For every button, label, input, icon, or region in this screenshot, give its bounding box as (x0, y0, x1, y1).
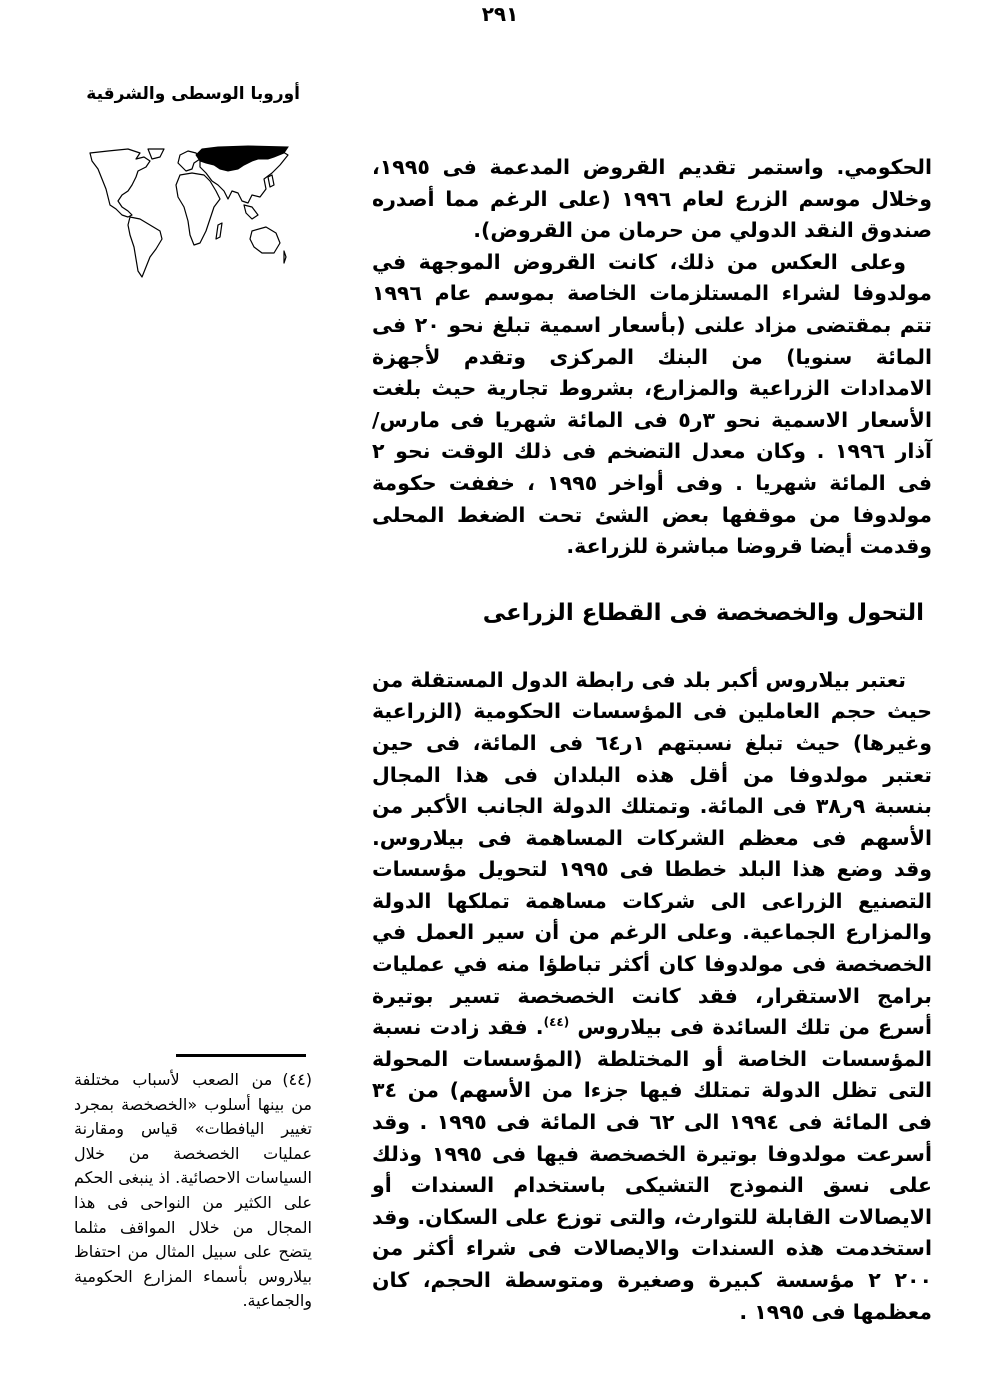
madagascar-outline (216, 223, 222, 239)
page-number: ٢٩١ (481, 2, 519, 26)
footnote-text: من الصعب لأسباب مختلفة من بينها أسلوب «الخصخصة بمجرد تغيير اليافطات» قياس ومقارنة عمليات الخصخصة من خلال السياسات الاحصائية. اذ ينبغى الحكم على الكثير من النواحى فى هذا المجال من خلال المواقف مثلما يتضح على سبيل المثال من احتفاظ بيلاروس بأسماء المزارع الحكومية والجماعية. (73, 1070, 312, 1311)
greenland-outline (148, 149, 164, 159)
paragraph-3-part2: . فقد زادت نسبة المؤسسات الخاصة أو المختلطة (المؤسسات المحولة التى تظل الدولة تمتلك فيها جزءا من الأسهم) من ٣٤ فى المائة فى ١٩٩٤ الى ٦٢ فى المائة فى ١٩٩٥ . وقد أسرعت مولدوفا بوتيرة الخصخصة فيها فى ١٩٩٥ وذلك على نسق النموذج التشيكى باستخدام السندات أو الايصالات القابلة للتوارث، والتى توزع على السكان. وقد استخدمت هذه السندات والايصالات فى شراء أكثر من ٢٠٠ ٢ مؤسسة كبيرة وصغيرة ومتوسطة الحجم، كان معظمها فى ١٩٩٥ . (372, 1015, 933, 1324)
footnote-reference[interactable]: (٤٤) (543, 1015, 570, 1030)
south-america-outline (128, 217, 162, 277)
world-map-icon (88, 145, 298, 280)
australia-outline (250, 227, 280, 253)
running-head: أوروبا الوسطى والشرقية (86, 84, 300, 104)
japan-outline (268, 175, 274, 187)
north-america-outline (90, 149, 150, 217)
footnote-divider (176, 1054, 306, 1057)
southeast-asia-outline (244, 205, 258, 219)
paragraph-3 (372, 665, 932, 1328)
paragraph-1: الحكومي. واستمر تقديم القروض المدعمة فى ١٩٩٥، وخلال موسم الزرع لعام ١٩٩٦ (على الرغم مما أصدره صندوق النقد الدولي من حرمان من القروض). (372, 155, 932, 243)
new-zealand-outline (284, 251, 286, 263)
main-text-column (372, 152, 932, 1328)
footnote-number: (٤٤) (282, 1070, 312, 1089)
paragraph-3-part1: تعتبر بيلاروس أكبر بلد فى رابطة الدول المستقلة من حيث حجم العاملين فى المؤسسات الحكومية (الزراعية وغيرها) حيث تبلغ نسبتهم ١ر٦٤ فى المائة، فى حين تعتبر مولدوفا من أقل هذه البلدان فى هذا المجال بنسبة ٩ر٣٨ فى المائة. وتمتلك الدولة الجانب الأكبر من الأسهم فى معظم الشركات المساهمة فى بيلاروس. وقد وضع هذا البلد خططا فى ١٩٩٥ لتحويل مؤسسات التصنيع الزراعى الى شركات مساهمة تملكها الدولة والمزارع الجماعية. وعلى الرغم من أن سير العمل في الخصخصة فى مولدوفا كان أكثر تباطؤا منه في عمليات برامج الاستقرار، فقد كانت الخصخصة تسير بوتيرة أسرع من تلك السائدة فى بيلاروس (372, 667, 933, 1040)
africa-outline (176, 173, 220, 245)
section-heading: التحول والخصخصة فى القطاع الزراعى (482, 599, 924, 626)
footnote (74, 1068, 312, 1314)
highlighted-region (196, 146, 288, 171)
paragraph-2: وعلى العكس من ذلك، كانت القروض الموجهة في مولدوفا لشراء المستلزمات الخاصة بموسم عام ١٩٩٦ تتم بمقتضى مزاد علنى (بأسعار اسمية تبلغ نحو ٢٠ فى المائة سنويا) من البنك المركزى وتقدم لأجهزة الامدادات الزراعية والمزارع، بشروط تجارية حيث بلغت الأسعار الاسمية نحو ٣ر٥ فى المائة شهريا فى مارس/ آذار ١٩٩٦ . وكان معدل التضخم فى ذلك الوقت نحو ٢ فى المائة شهريا . وفى أواخر ١٩٩٥ ، خففت حكومة مولدوفا من موقفها بعض الشئ تحت الضغط المحلى وقدمت أيضا قروضا مباشرة للزراعة. (372, 249, 932, 559)
